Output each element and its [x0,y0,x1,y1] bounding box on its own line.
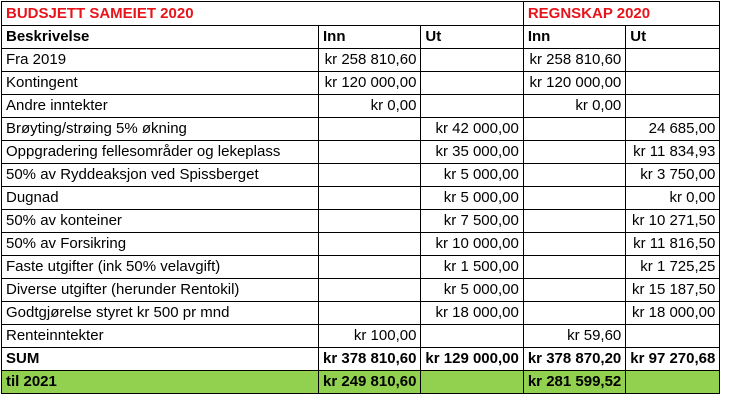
row-accounts-in [523,210,625,233]
row-accounts-in [523,256,625,279]
row-accounts-out [626,325,720,348]
carryover-accounts-out [626,371,720,394]
row-budget-out [421,49,523,72]
row-description: Kontingent [2,72,319,95]
row-accounts-out [626,49,720,72]
row-budget-in: kr 100,00 [319,325,421,348]
row-accounts-out: kr 11 834,93 [626,141,720,164]
row-budget-in [319,279,421,302]
row-budget-in [319,141,421,164]
table-row [2,279,720,302]
header-description: Beskrivelse [2,26,319,49]
row-budget-in [319,118,421,141]
row-budget-in [319,256,421,279]
table-row [2,210,720,233]
row-budget-in: kr 120 000,00 [319,72,421,95]
row-accounts-in: kr 0,00 [523,95,625,118]
table-row [2,302,720,325]
row-description: 50% av Forsikring [2,233,319,256]
row-budget-in [319,164,421,187]
row-description: Andre inntekter [2,95,319,118]
row-accounts-out: kr 3 750,00 [626,164,720,187]
table-row [2,233,720,256]
row-budget-out: kr 1 500,00 [421,256,523,279]
row-budget-out: kr 7 500,00 [421,210,523,233]
row-description: Oppgradering fellesområder og lekeplass [2,141,319,164]
title-row [2,2,720,26]
table-row [2,187,720,210]
row-budget-in: kr 258 810,60 [319,49,421,72]
row-description: 50% av konteiner [2,210,319,233]
carryover-budget-out [421,371,523,394]
row-accounts-in [523,164,625,187]
sum-accounts-in: kr 378 870,20 [523,348,625,371]
row-accounts-in [523,302,625,325]
row-budget-out: kr 18 000,00 [421,302,523,325]
table-row [2,256,720,279]
row-budget-out: kr 35 000,00 [421,141,523,164]
sum-budget-in: kr 378 810,60 [319,348,421,371]
row-accounts-in [523,233,625,256]
row-accounts-out: kr 1 725,25 [626,256,720,279]
row-budget-out: kr 10 000,00 [421,233,523,256]
row-accounts-in [523,141,625,164]
row-budget-out: kr 5 000,00 [421,164,523,187]
row-description: Godtgjørelse styret kr 500 pr mnd [2,302,319,325]
row-accounts-in [523,279,625,302]
row-budget-in [319,187,421,210]
header-accounts-in: Inn [523,26,625,49]
row-description: Dugnad [2,187,319,210]
row-accounts-out: 24 685,00 [626,118,720,141]
row-budget-in: kr 0,00 [319,95,421,118]
table-row [2,164,720,187]
sum-accounts-out: kr 97 270,68 [626,348,720,371]
table-row [2,141,720,164]
carryover-label: til 2021 [2,371,319,394]
row-budget-out [421,95,523,118]
budget-title: BUDSJETT SAMEIET 2020 [2,2,524,26]
table-row [2,49,720,72]
row-budget-in [319,233,421,256]
sum-row [2,348,720,371]
row-description: Renteinntekter [2,325,319,348]
row-budget-in [319,302,421,325]
table-row [2,118,720,141]
row-accounts-out [626,95,720,118]
table-row [2,72,720,95]
sum-budget-out: kr 129 000,00 [421,348,523,371]
row-description: Brøyting/strøing 5% økning [2,118,319,141]
accounts-title: REGNSKAP 2020 [523,2,720,26]
row-budget-out [421,72,523,95]
row-accounts-out: kr 15 187,50 [626,279,720,302]
row-budget-out [421,325,523,348]
table-row [2,325,720,348]
row-accounts-out: kr 0,00 [626,187,720,210]
row-description: Fra 2019 [2,49,319,72]
row-accounts-in [523,118,625,141]
row-budget-out: kr 5 000,00 [421,187,523,210]
row-accounts-out: kr 10 271,50 [626,210,720,233]
row-description: Diverse utgifter (herunder Rentokil) [2,279,319,302]
row-budget-out: kr 5 000,00 [421,279,523,302]
row-description: Faste utgifter (ink 50% velavgift) [2,256,319,279]
budget-table [1,1,720,394]
row-accounts-out [626,72,720,95]
row-description: 50% av Ryddeaksjon ved Spissberget [2,164,319,187]
carryover-row [2,371,720,394]
row-accounts-in: kr 59,60 [523,325,625,348]
row-accounts-in: kr 120 000,00 [523,72,625,95]
carryover-budget-in: kr 249 810,60 [319,371,421,394]
header-accounts-out: Ut [626,26,720,49]
row-budget-in [319,210,421,233]
header-budget-in: Inn [319,26,421,49]
row-accounts-in [523,187,625,210]
carryover-accounts-in: kr 281 599,52 [523,371,625,394]
sum-label: SUM [2,348,319,371]
row-budget-out: kr 42 000,00 [421,118,523,141]
table-row [2,95,720,118]
header-row [2,26,720,49]
row-accounts-out: kr 11 816,50 [626,233,720,256]
row-accounts-out: kr 18 000,00 [626,302,720,325]
row-accounts-in: kr 258 810,60 [523,49,625,72]
header-budget-out: Ut [421,26,523,49]
